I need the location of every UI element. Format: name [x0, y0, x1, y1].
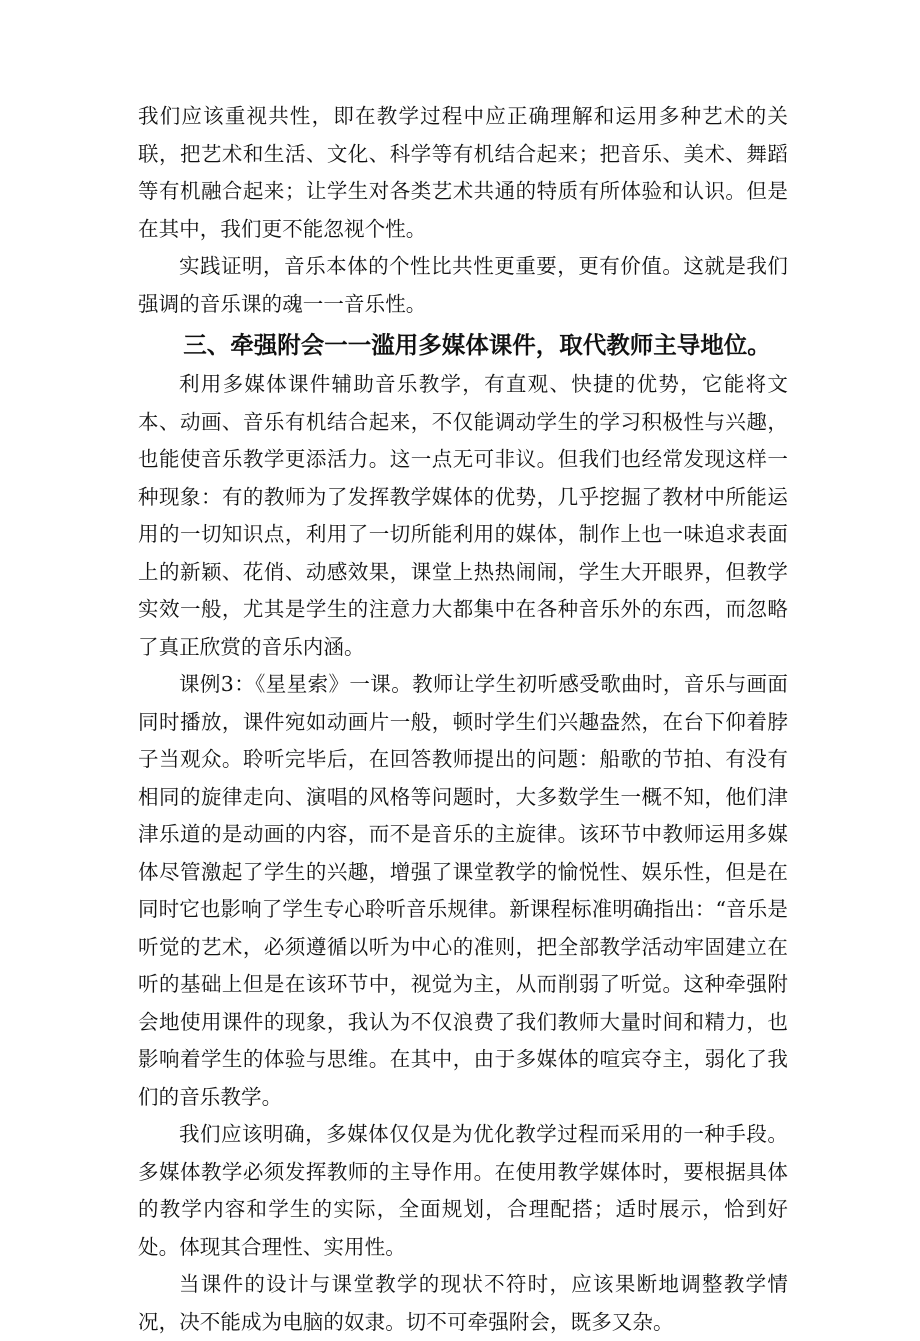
paragraph-p6: 当课件的设计与课堂教学的现状不符时，应该果断地调整教学情况，决不能成为电脑的奴隶。切不可牵强附会，既多又杂。 — [138, 1272, 788, 1334]
document-page — [138, 98, 788, 1341]
paragraph-p1: 我们应该重视共性，即在教学过程中应正确理解和运用多种艺术的关联，把艺术和生活、文化、科学等有机结合起来；把音乐、美术、舞蹈等有机融合起来；让学生对各类艺术共通的特质有所体验和认识。但是在其中，我们更不能忽视个性。 — [138, 104, 788, 241]
paragraph-p2: 实践证明，音乐本体的个性比共性更重要，更有价值。这就是我们强调的音乐课的魂一一音乐性。 — [138, 254, 788, 316]
paragraph-p5: 我们应该明确，多媒体仅仅是为优化教学过程而采用的一种手段。多媒体教学必须发挥教师的主导作用。在使用教学媒体时，要根据具体的教学内容和学生的实际，全面规划，合理配搭；适时展示，恰到好处。体现其合理性、实用性。 — [138, 1122, 788, 1259]
paragraph-p4: 课例3：《星星索》一课。教师让学生初听感受歌曲时，音乐与画面同时播放，课件宛如动画片一般，顿时学生们兴趣盎然，在台下仰着脖子当观众。聆听完毕后，在回答教师提出的问题：船歌的节拍、有没有相同的旋律走向、演唱的风格等问题时，大多数学生一概不知，他们津津乐道的是动画的内容，而不是音乐的主旋律。该环节中教师运用多媒体尽管激起了学生的兴趣，增强了课堂教学的愉悦性、娱乐性，但是在同时它也影响了学生专心聆听音乐规律。新课程标准明确指出：“音乐是听觉的艺术，必须遵循以听为中心的准则，把全部教学活动牢固建立在听的基础上但是在该环节中，视觉为主，从而削弱了听觉。这种牵强附会地使用课件的现象，我认为不仅浪费了我们教师大量时间和精力，也影响着学生的体验与思维。在其中，由于多媒体的喧宾夺主，弱化了我们的音乐教学。 — [138, 672, 788, 1109]
section-heading: 三、牵强附会一一滥用多媒体课件，取代教师主导地位。 — [183, 331, 771, 359]
paragraph-p3: 利用多媒体课件辅助音乐教学，有直观、快捷的优势，它能将文本、动画、音乐有机结合起来，不仅能调动学生的学习积极性与兴趣，也能使音乐教学更添活力。这一点无可非议。但我们也经常发现这样一种现象：有的教师为了发挥教学媒体的优势，几乎挖掘了教材中所能运用的一切知识点，利用了一切所能利用的媒体，制作上也一味追求表面上的新颖、花俏、动感效果，课堂上热热闹闹，学生大开眼界，但教学实效一般，尤其是学生的注意力大都集中在各种音乐外的东西，而忽略了真正欣赏的音乐内涵。 — [138, 372, 788, 659]
